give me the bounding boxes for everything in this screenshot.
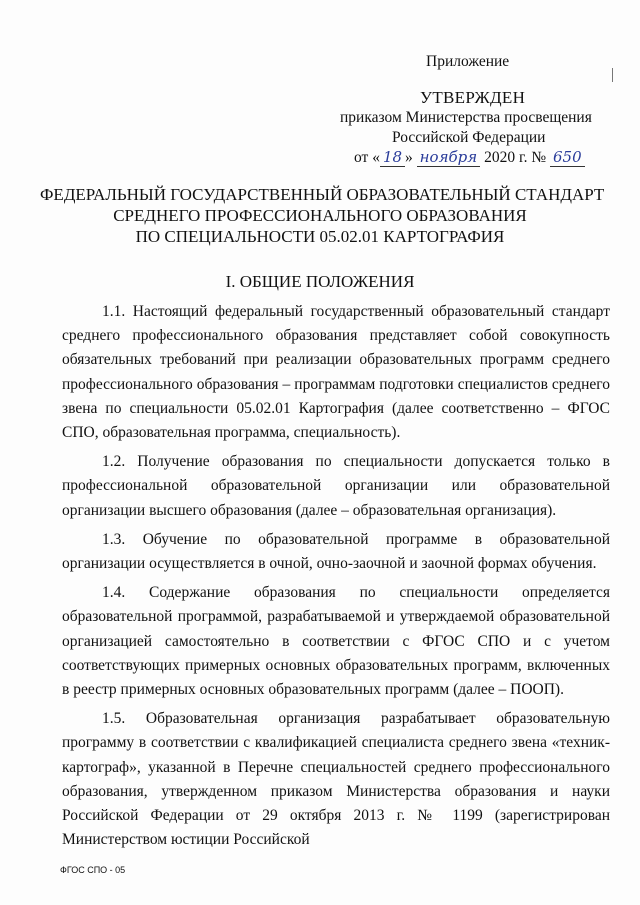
margin-mark	[612, 68, 613, 82]
paragraph-1-1: 1.1. Настоящий федеральный государственный образовательный стандарт среднего профессионального образования представляет собой совокупность обязательных требований при реализации образовательных программ среднего профессионального образования – программам подготовки специалистов среднего звена по специальности 05.02.01 Картография (далее соответственно – ФГОС СПО, образовательная программа, специальность).	[62, 303, 610, 442]
paragraph-1-5: 1.5. Образовательная организация разрабатывает образовательную программу в соответствии с квалификацией специалиста среднего звена «техник-картограф», указанной в Перечне специальностей среднего профессионального образования, утвержденном приказом Министерства образования и науки Российской Федерации от 29 октября 2013 г. № 1199 (зарегистрирован Министерством юстиции Российской	[62, 710, 610, 849]
order-dateline	[354, 148, 585, 167]
date-month: ноября	[417, 148, 481, 167]
section-heading: I. ОБЩИЕ ПОЛОЖЕНИЯ	[225, 272, 415, 291]
approved-label: УТВЕРЖДЕН	[420, 88, 526, 107]
document-title	[40, 184, 605, 247]
date-year: 2020 г. №	[484, 149, 547, 166]
order-number: 650	[550, 148, 585, 167]
appendix-label: Приложение	[426, 53, 510, 70]
order-issuer: приказом Министерства просвещения	[340, 109, 592, 126]
title-line-3: ПО СПЕЦИАЛЬНОСТИ 05.02.01 КАРТОГРАФИЯ	[135, 227, 505, 246]
date-prefix: от «	[354, 149, 380, 166]
order-issuer-country: Российской Федерации	[392, 129, 546, 146]
title-line-2: СРЕДНЕГО ПРОФЕССИОНАЛЬНОГО ОБРАЗОВАНИЯ	[113, 206, 527, 225]
paragraph-1-2: 1.2. Получение образования по специальности допускается только в профессиональной образовательной организации или образовательной организации высшего образования (далее – образовательная организация).	[62, 453, 610, 519]
section-body	[62, 300, 610, 857]
paragraph-1-3: 1.3. Обучение по образовательной программе в образовательной организации осуществляется в очной, очно-заочной и заочной формах обучения.	[62, 530, 610, 573]
footer-code: ФГОС СПО - 05	[60, 865, 126, 875]
title-line-1: ФЕДЕРАЛЬНЫЙ ГОСУДАРСТВЕННЫЙ ОБРАЗОВАТЕЛЬНЫЙ СТАНДАРТ	[40, 185, 605, 204]
date-mid: »	[405, 149, 413, 166]
paragraph-1-4: 1.4. Содержание образования по специальности определяется образовательной программой, разрабатываемой и утверждаемой образовательной организацией самостоятельно в соответствии с ФГОС СПО и с учетом соответствующих примерных основных образовательных программ, включенных в реестр примерных основных образовательных программ (далее – ПООП).	[62, 584, 610, 699]
date-day: 18	[380, 148, 405, 167]
